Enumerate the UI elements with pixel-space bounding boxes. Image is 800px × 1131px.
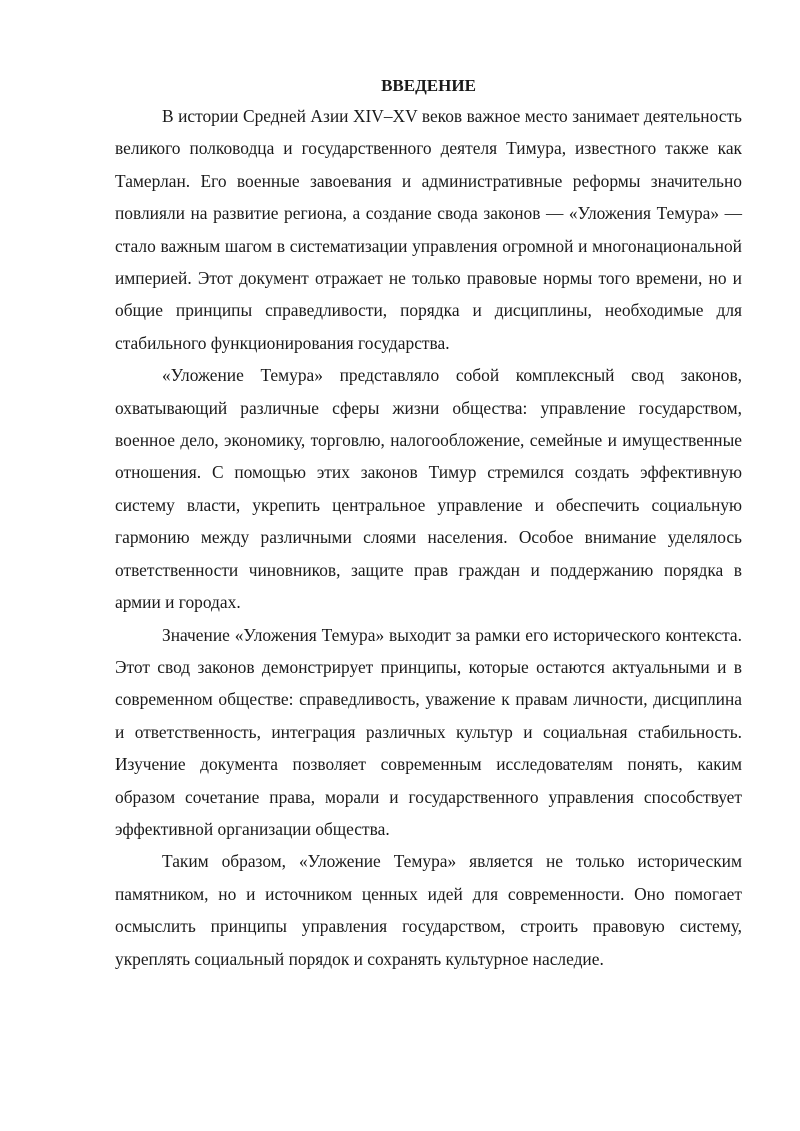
paragraph-3: Значение «Уложения Темура» выходит за рамки его исторического контекста. Этот свод законов демонстрирует принципы, которые остаются актуальными и в современном обществе: справедливость, уважение к правам личности, дисциплина и ответственность, интеграция различных культур и социальная стабильность. Изучение документа позволяет современным исследователям понять, каким образом сочетание права, морали и государственного управления способствует эффективной организации общества. — [115, 624, 742, 839]
page-title: ВВЕДЕНИЕ — [381, 76, 476, 95]
paragraph-1: В истории Средней Азии XIV–XV веков важное место занимает деятельность великого полководца и государственного деятеля Тимура, известного также как Тамерлан. Его военные завоевания и административные реформы значительно повлияли на развитие региона, а создание свода законов — «Уложения Темура» — стало важным шагом в систематизации управления огромной и многонациональной империей. Этот документ отражает не только правовые нормы того времени, но и общие принципы справедливости, порядка и дисциплины, необходимые для стабильного функционирования государства. — [115, 106, 742, 353]
document-page — [115, 72, 742, 975]
paragraph-4: Таким образом, «Уложение Темура» является не только историческим памятником, но и источником ценных идей для современности. Оно помогает осмыслить принципы управления государством, строить правовую систему, укреплять социальный порядок и сохранять культурное наследие. — [115, 851, 742, 969]
paragraph-2: «Уложение Темура» представляло собой комплексный свод законов, охватывающий различные сферы жизни общества: управление государством, военное дело, экономику, торговлю, налогообложение, семейные и имущественные отношения. С помощью этих законов Тимур стремился создать эффективную систему власти, укрепить центральное управление и обеспечить социальную гармонию между различными слоями населения. Особое внимание уделялось ответственности чиновников, защите прав граждан и поддержанию порядка в армии и городах. — [115, 365, 742, 613]
